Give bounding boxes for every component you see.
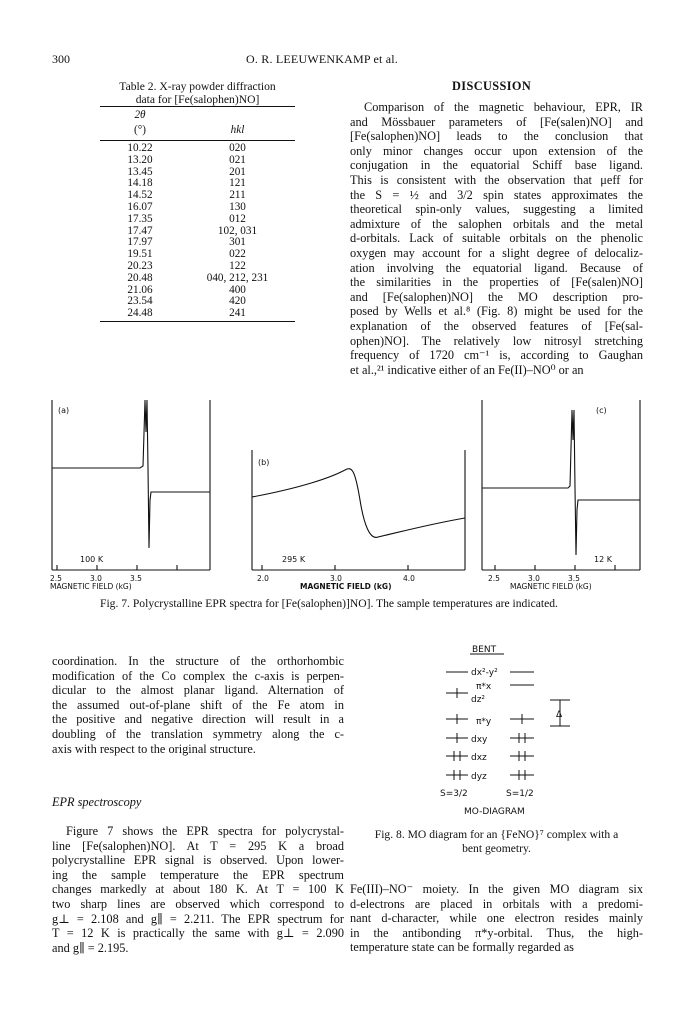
text-line: oxygen may account for a slight degree of delocaliz- — [350, 245, 643, 260]
table-cell-hkl: 020 — [229, 142, 246, 154]
text-line: and g∥ = 2.195. — [52, 940, 129, 955]
page-number: 300 — [52, 52, 70, 66]
table-cell-2theta: 10.22 — [127, 142, 153, 154]
table-cell-hkl: 040, 212, 231 — [206, 271, 269, 284]
panel-a-spectrum — [52, 400, 210, 548]
spin-left-label: S=3/2 — [440, 789, 468, 799]
panel-b-temp: 295 K — [282, 555, 306, 564]
text-line: posed by Wells et al.⁸ (Fig. 8) might be used for the — [350, 304, 643, 319]
table-cell-2theta: 17.97 — [127, 236, 153, 249]
text-line: coordination. In the structure of the orthorhombic — [52, 654, 344, 668]
text-line: only minor changes occur upon extension of the — [350, 143, 643, 158]
text-line: frequency of 1720 cm⁻¹ is, according to Gaughan — [350, 348, 643, 363]
table-cell-hkl: 012 — [229, 212, 246, 225]
fig8-caption — [350, 828, 643, 855]
text-line: changes markedly at about 180 K. At T = 100 K — [52, 882, 344, 897]
text-line: doubling of the translation symmetry along the c- — [52, 726, 344, 741]
table-cell-2theta: 23.54 — [127, 295, 153, 308]
col1-unit: (°) — [134, 124, 146, 136]
panel-a-tick-label: 3.0 — [90, 574, 102, 583]
table-cell-2theta: 13.45 — [127, 165, 153, 178]
panel-c-tick-label: 2.5 — [488, 574, 500, 583]
table-cell-hkl: 130 — [229, 200, 246, 213]
text-line: et al.,²¹ indicative either of an Fe(II)–NO⁰ or an — [350, 362, 584, 377]
table-cell-2theta: 13.20 — [127, 153, 153, 166]
text-line: This is consistent with the observation that μeff for — [350, 172, 643, 187]
table-cell-2theta: 21.06 — [127, 283, 153, 296]
panel-b-label: (b) — [258, 458, 270, 467]
delta-label: Δ — [556, 710, 563, 720]
panel-c-spectrum — [482, 410, 640, 555]
panel-a-axis-label: MAGNETIC FIELD (kG) — [50, 582, 132, 591]
table-cell-2theta: 14.18 — [127, 177, 153, 190]
panel-b-tick-label: 2.0 — [257, 574, 269, 583]
table-cell-hkl: 022 — [229, 248, 246, 261]
text-line: axis with respect to the original structure. — [52, 741, 256, 756]
right-column-text — [350, 882, 643, 955]
text-line: and [Fe(salophen)NO] the MO description pro- — [350, 289, 643, 304]
table-caption-line: data for [Fe(salophen)NO] — [135, 93, 260, 106]
text-line: ophen)NO]. The relatively low nitrosyl stretching — [350, 333, 643, 348]
col1-header: 2θ — [134, 109, 146, 121]
table-cell-hkl: 301 — [229, 236, 246, 249]
table-cell-hkl: 102, 031 — [217, 224, 258, 237]
panel-c-tick-label: 3.0 — [528, 574, 540, 583]
text-line: the positive and negative direction will result in a — [52, 712, 344, 727]
text-line: modification of the Co complex the c-axis is perpen- — [52, 668, 344, 683]
text-line: g⊥ = 2.108 and g∥ = 2.211. The EPR spectrum for — [52, 911, 344, 926]
mo-level-label: π*x — [476, 682, 492, 692]
text-line: admixture of the salophen orbitals and the metal — [350, 216, 643, 231]
text-line: Fe(III)–NO⁻ moiety. In the given MO diagram six — [350, 882, 643, 896]
text-line: ation involving the equatorial ligand. Because of — [350, 260, 643, 275]
fig7-caption: Fig. 7. Polycrystalline EPR spectra for [Fe(salophen)]NO]. The sample temperatures are indicated. — [100, 597, 558, 610]
text-line: polycrystalline EPR signal is observed. Upon lower- — [52, 853, 344, 868]
panel-c-tick-label: 3.5 — [568, 574, 580, 583]
table-cell-hkl: 021 — [229, 153, 246, 166]
panel-c-axis-label: MAGNETIC FIELD (kG) — [510, 582, 592, 591]
table-cell-2theta: 20.48 — [127, 271, 153, 284]
text-line: theoretical spin-only values, suggesting a limited — [350, 202, 643, 217]
text-line: and Mössbauer parameters of [Fe(salen)NO] and — [350, 114, 643, 129]
left-column-text — [52, 654, 344, 756]
table-cell-hkl: 241 — [229, 307, 246, 320]
table-cell-hkl: 420 — [229, 295, 246, 308]
table-cell-hkl: 122 — [229, 259, 246, 272]
table-cell-2theta: 24.48 — [127, 307, 153, 320]
mo-level-label: dx²-y² — [471, 668, 498, 678]
panel-b-tick-label: 4.0 — [403, 574, 415, 583]
panel-b-tick-label: 3.0 — [330, 574, 342, 583]
fig8-mo-diagram — [430, 640, 650, 815]
running-title: O. R. LEEUWENKAMP et al. — [246, 52, 398, 66]
mo-level-label: dyz — [471, 772, 487, 782]
text-line: [Fe(salophen)NO] leads to the conclusion that — [350, 129, 643, 144]
epr-text — [52, 824, 344, 955]
section-heading: EPR spectroscopy — [52, 795, 142, 809]
mo-level-label: π*y — [476, 717, 492, 727]
col2-header: hkl — [230, 124, 245, 136]
panel-a-tick-label: 3.5 — [130, 574, 142, 583]
text-line: line [Fe(salophen)NO]. At T = 295 K a broad — [52, 838, 344, 853]
discussion-heading: DISCUSSION — [452, 79, 532, 93]
table-cell-2theta: 14.52 — [127, 189, 153, 202]
panel-c-label: (c) — [596, 406, 607, 415]
panel-a-label: (a) — [58, 406, 70, 415]
table-cell-hkl: 121 — [229, 177, 246, 190]
table-cell-2theta: 17.35 — [127, 212, 153, 225]
table-cell-2theta: 17.47 — [127, 224, 153, 237]
text-line: the S = ½ and 3/2 spin states approximates the — [350, 187, 643, 202]
text-line: nant d-character, while one electron resides mainly — [350, 911, 643, 926]
mo-level-label: dxy — [471, 735, 488, 745]
table-caption-line: Table 2. X-ray powder diffraction — [119, 80, 276, 93]
table-cell-hkl: 201 — [229, 165, 246, 178]
table-cell-hkl: 211 — [229, 189, 246, 202]
table-cell-2theta: 20.23 — [127, 259, 153, 272]
text-line: dicular to the almost planar ligand. Alternation of — [52, 683, 344, 698]
text-line: T = 12 K is practically the same with g⊥ = 2.090 — [52, 926, 344, 941]
text-line: ing the sample temperature the EPR spectrum — [52, 867, 344, 882]
panel-b-spectrum — [252, 469, 465, 538]
fig8-caption-line: Fig. 8. MO diagram for an {FeNO}⁷ complex with a — [374, 828, 619, 841]
table-cell-2theta: 19.51 — [127, 248, 153, 261]
panel-c-temp: 12 K — [594, 555, 612, 564]
text-line: explanation of the observed features of [Fe(sal- — [350, 318, 643, 333]
table-cell-2theta: 16.07 — [127, 200, 153, 213]
table-cell-hkl: 400 — [229, 283, 246, 296]
bent-label: BENT — [472, 645, 497, 655]
text-line: conjugation in the equatorial Schiff base ligand. — [350, 158, 643, 173]
mo-level-label: dxz — [471, 753, 487, 763]
spin-right-label: S=1/2 — [506, 789, 534, 799]
text-line: the similarities in the properties of [Fe(salen)NO] — [350, 275, 643, 290]
text-line: Comparison of the magnetic behaviour, EPR, IR — [364, 100, 643, 114]
text-line: d-electrons are placed in orbitals with a predomi- — [350, 896, 643, 911]
text-line: the assumed out-of-plane shift of the Fe atom in — [52, 697, 344, 712]
text-line: temperature state can be formally regarded as — [350, 940, 574, 955]
text-line: Figure 7 shows the EPR spectra for polycrystal- — [66, 824, 344, 838]
text-line: d-orbitals. Lack of suitable orbitals on the phenolic — [350, 231, 643, 246]
panel-a-tick-label: 2.5 — [50, 574, 62, 583]
panel-a-temp: 100 K — [80, 555, 104, 564]
mo-level-label: dz² — [471, 695, 486, 705]
fig8-caption-line: bent geometry. — [462, 841, 531, 855]
text-line: two sharp lines are observed which correspond to — [52, 896, 344, 911]
mo-diagram-title: MO-DIAGRAM — [464, 807, 525, 815]
text-line: in the antibonding π*y-orbital. Thus, the high- — [350, 925, 643, 940]
panel-b-axis-label: MAGNETIC FIELD (kG) — [300, 582, 392, 591]
